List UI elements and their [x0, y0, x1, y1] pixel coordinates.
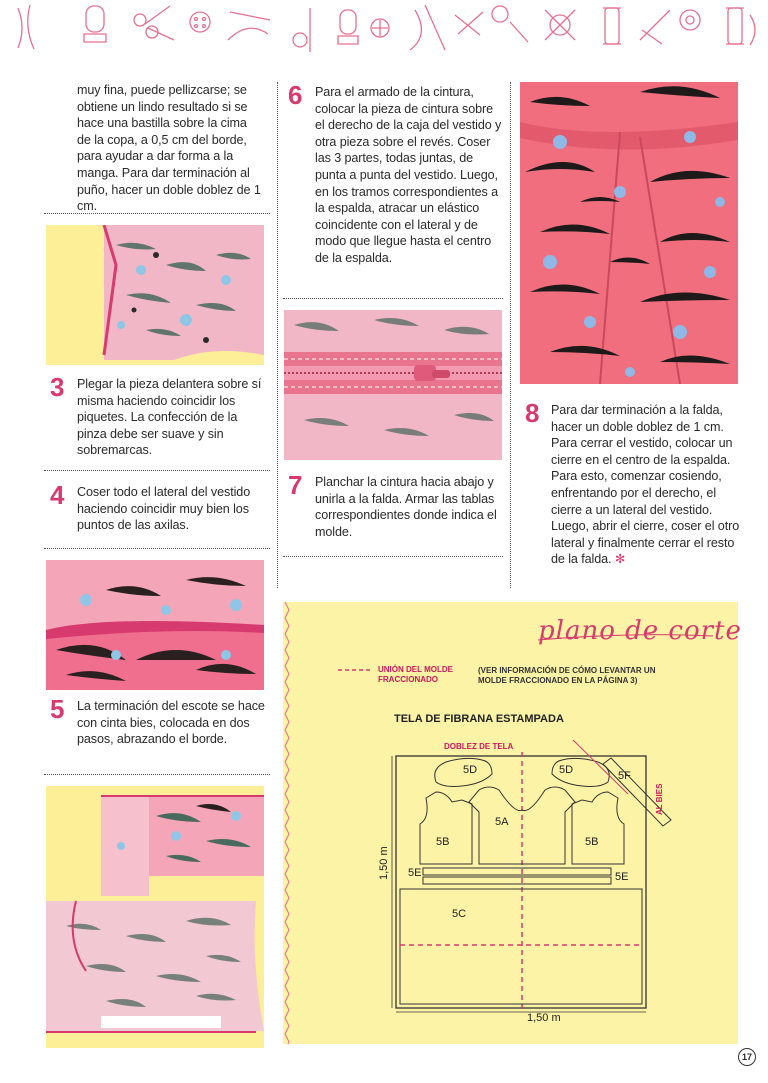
fabric-label: TELA DE FIBRANA ESTAMPADA	[394, 713, 564, 725]
step-4	[50, 480, 270, 536]
column-divider	[277, 82, 278, 588]
photo-waistband-zipper	[284, 310, 502, 460]
step-number: 4	[50, 480, 65, 510]
piece-5d-right: 5D	[559, 764, 574, 776]
step-number: 5	[50, 694, 65, 724]
step-text	[551, 402, 741, 568]
fold-label: DOBLEZ DE TELA	[444, 742, 514, 751]
piece-5b-left: 5B	[436, 836, 450, 848]
photo-bias-tape	[46, 786, 264, 1048]
plan-note: (VER INFORMACIÓN DE CÓMO LEVANTAR UN MOLDE FRACCIONADO EN LA PÁGINA 3)	[478, 666, 656, 685]
step-number: 6	[288, 80, 303, 110]
piece-5c: 5C	[452, 908, 467, 920]
piece-5e-left: 5E	[408, 867, 422, 879]
piece-5a: 5A	[495, 816, 509, 828]
divider	[44, 548, 270, 549]
header-icon-strip	[0, 0, 768, 58]
step-text-content: Para dar terminación a la falda, hacer un doble doblez de 1 cm. Para cerrar el vestido, colocar un cierre en el centro de la espalda. Para esto, comenzar cosiendo, enfrentando por el derecho, el cierre a un lateral del vestido. Luego, abrir el cierre, coser el otro lateral y finalmente cerrar el resto de la falda.	[551, 403, 740, 567]
photo-finished-skirt	[520, 82, 738, 384]
piece-5d-left: 5D	[463, 764, 478, 776]
divider	[283, 556, 503, 557]
column-divider	[510, 82, 511, 588]
photo-side-seam	[46, 560, 264, 690]
step-7	[288, 470, 506, 542]
divider	[44, 213, 270, 214]
step-text: Para el armado de la cintura, colocar la pieza de cintura sobre el derecho de la caja del vestido y otra pieza sobre el revés. Coser las 3 partes, todas juntas, de punta a punta del vestido. Luego, en los tramos correspondientes a la espalda, atracar un elástico coincidente con el lateral y de modo que llegue hasta el centro de la espalda.	[315, 85, 502, 265]
piece-5e-right: 5E	[615, 871, 629, 883]
step-3	[50, 372, 270, 460]
step-text: Planchar la cintura hacia abajo y unirla a la falda. Armar las tablas correspondientes donde indica el molde.	[315, 475, 497, 539]
divider	[283, 298, 503, 299]
step-text: Plegar la pieza delantera sobre sí misma haciendo coincidir los piquetes. La confección de la pinza debe ser suave y sin sobremarcas.	[77, 377, 262, 458]
piece-5b-right: 5B	[585, 836, 599, 848]
step-8	[525, 398, 743, 592]
step-text: Coser todo el lateral del vestido haciendo coincidir muy bien los puntos de las axilas.	[77, 485, 251, 533]
height-dimension: 1,50 m	[378, 846, 390, 880]
end-mark-icon: ✻	[614, 552, 626, 567]
intro-paragraph: muy fina, puede pellizcarse; se obtiene un lindo resultado si se hace una bastilla sobre la cima de la copa, a 0,5 cm del borde, para ayudar a dar forma a la manga. Para dar terminación al puño, hacer un doble doblez de 1 cm.	[77, 83, 261, 214]
step-number: 7	[288, 470, 303, 500]
width-dimension: 1,50 m	[527, 1012, 561, 1024]
divider	[44, 774, 270, 775]
step-text: La terminación del escote se hace con cinta bies, colocada en dos pasos, abrazando el borde.	[77, 699, 265, 747]
photo-bodice-dart	[46, 225, 264, 365]
step-5	[50, 694, 270, 766]
step-number: 3	[50, 372, 65, 402]
legend-label: UNIÓN DEL MOLDE FRACCIONADO	[378, 665, 453, 684]
step-number: 8	[525, 398, 540, 428]
piece-5f: 5F	[618, 770, 631, 782]
page-number: 17	[738, 1048, 756, 1066]
cutting-plan-title: plano de corte	[538, 616, 742, 646]
sewing-pattern-icon	[0, 0, 768, 58]
bias-label: AL BIES	[655, 783, 664, 815]
step-6	[288, 80, 506, 289]
divider	[44, 470, 270, 471]
